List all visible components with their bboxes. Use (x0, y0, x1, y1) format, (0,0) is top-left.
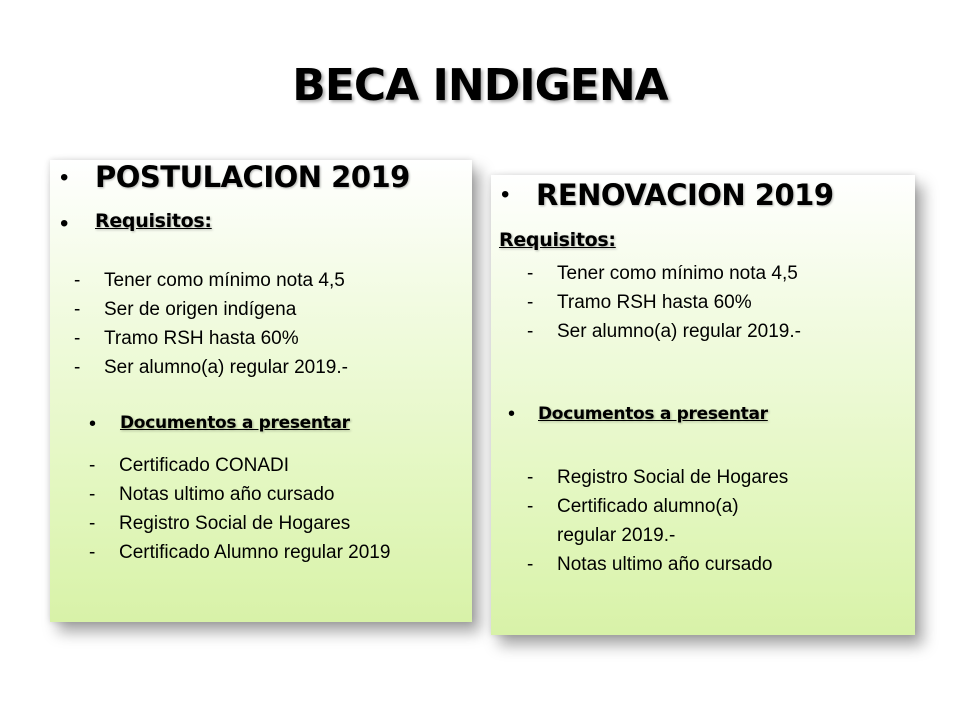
postulacion-card (50, 160, 472, 622)
renovacion-card (491, 175, 915, 635)
requisito-item: Tramo RSH hasta 60% (104, 328, 299, 349)
bullet-icon: • (508, 403, 516, 425)
renovacion-documentos-label: Documentos a presentar (538, 404, 768, 424)
postulacion-heading: POSTULACION 2019 (95, 160, 410, 194)
requisito-item: Tramo RSH hasta 60% (557, 292, 752, 313)
dash-icon: - (74, 328, 81, 349)
documento-item-continuation: regular 2019.- (557, 525, 676, 546)
dash-icon: - (74, 270, 81, 291)
dash-icon: - (527, 321, 534, 342)
dash-icon: - (74, 299, 81, 320)
dash-icon: - (89, 513, 96, 534)
renovacion-heading: RENOVACION 2019 (536, 178, 834, 212)
bullet-icon: • (60, 164, 69, 191)
bullet-icon: • (501, 181, 510, 208)
dash-icon: - (89, 542, 96, 563)
dash-icon: - (89, 484, 96, 505)
dash-icon: - (527, 467, 534, 488)
page-title: BECA INDIGENA (292, 60, 668, 111)
dash-icon: - (89, 455, 96, 476)
bullet-icon: • (89, 413, 97, 435)
postulacion-documentos-label: Documentos a presentar (120, 413, 350, 433)
requisito-item: Tener como mínimo nota 4,5 (104, 270, 345, 291)
renovacion-requisitos-label: Requisitos: (499, 229, 616, 251)
dash-icon: - (527, 554, 534, 575)
postulacion-requisitos-label: Requisitos: (95, 210, 212, 232)
requisito-item: Tener como mínimo nota 4,5 (557, 263, 798, 284)
dash-icon: - (527, 263, 534, 284)
documento-item: Registro Social de Hogares (557, 467, 789, 488)
documento-item: Certificado alumno(a) (557, 496, 739, 517)
documento-item: Notas ultimo año cursado (557, 554, 773, 575)
documento-item: Registro Social de Hogares (119, 513, 351, 534)
documento-item: Certificado CONADI (119, 455, 289, 476)
requisito-item: Ser alumno(a) regular 2019.- (557, 321, 801, 342)
requisito-item: Ser alumno(a) regular 2019.- (104, 357, 348, 378)
dash-icon: - (527, 496, 534, 517)
dash-icon: - (527, 292, 534, 313)
documento-item: Notas ultimo año cursado (119, 484, 335, 505)
dash-icon: - (74, 357, 81, 378)
bullet-icon: • (60, 210, 69, 237)
documento-item: Certificado Alumno regular 2019 (119, 542, 391, 563)
requisito-item: Ser de origen indígena (104, 299, 297, 320)
